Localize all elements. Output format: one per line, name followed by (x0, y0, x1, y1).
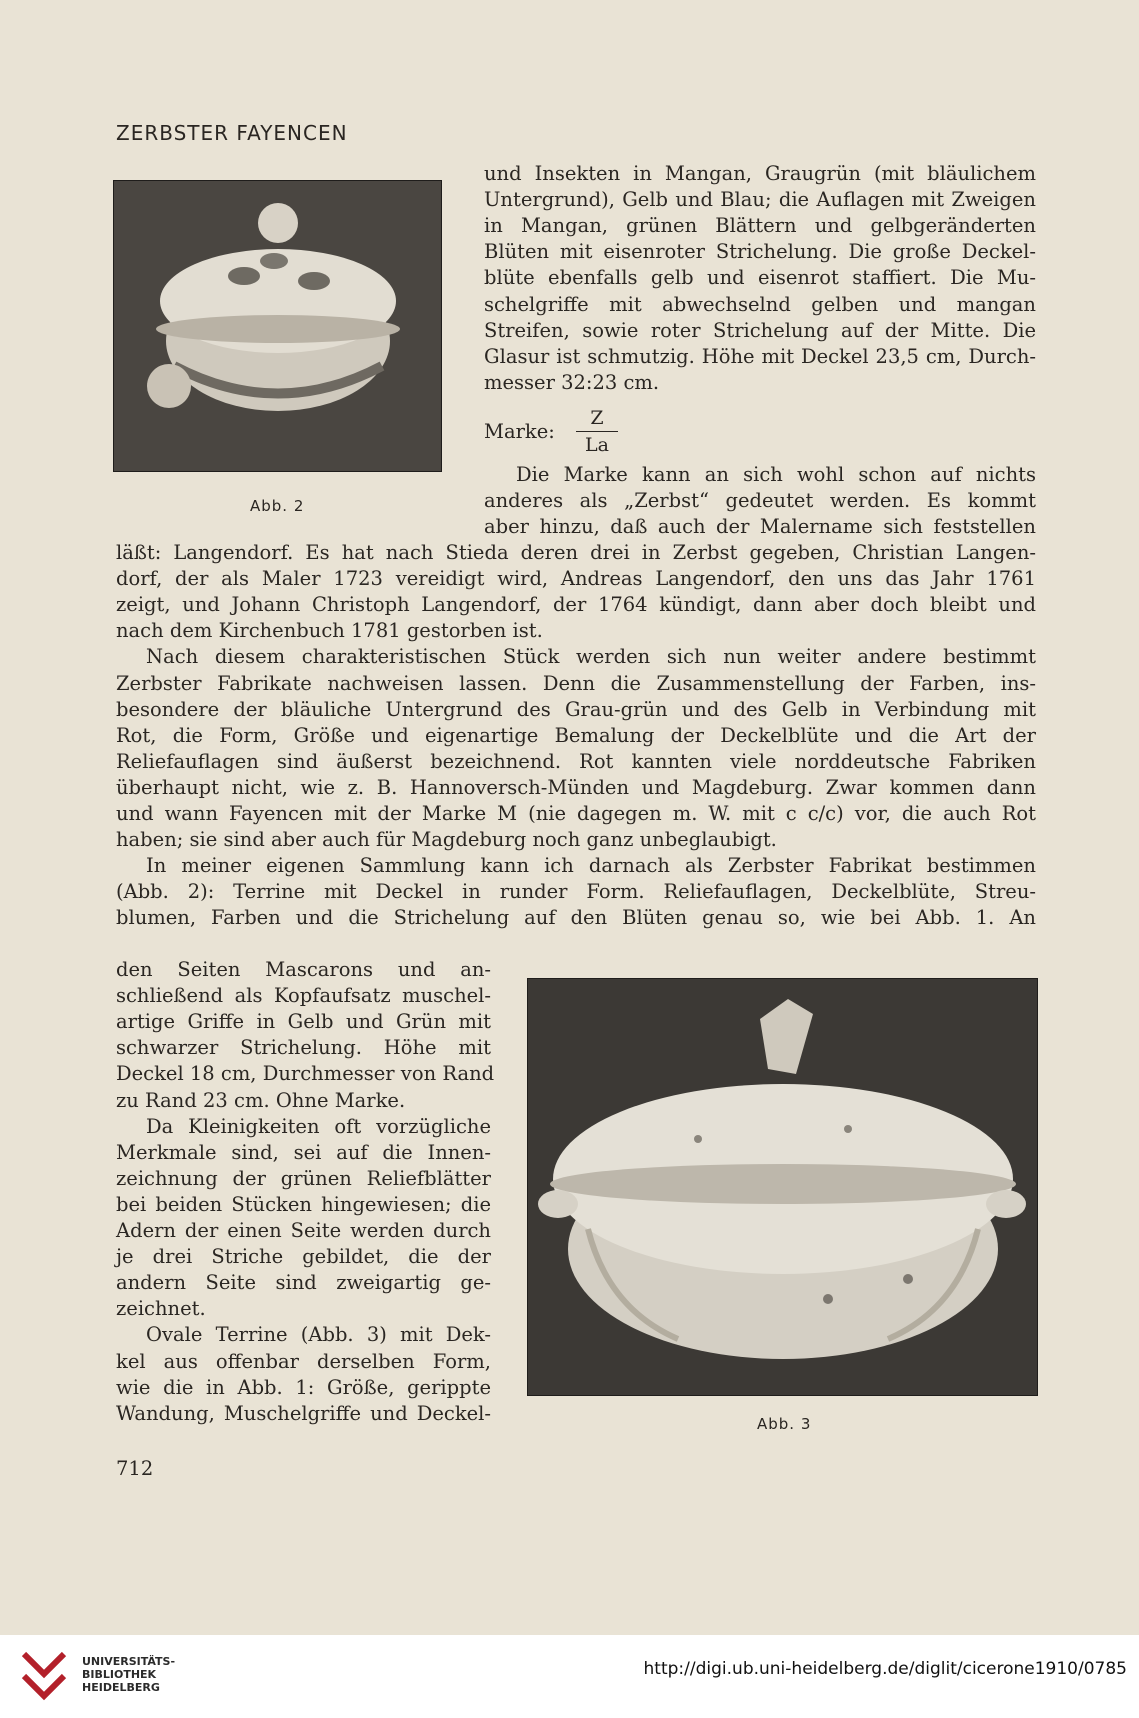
text-line: haben; sie sind aber auch für Magdeburg noch ganz unbeglaubigt. (116, 828, 777, 852)
text-line: bei beiden Stücken hingewiesen; die (116, 1192, 491, 1216)
text-line: andern Seite sind zweigartig ge- (116, 1271, 491, 1295)
institution-name: UNIVERSITÄTS- BIBLIOTHEK HEIDELBERG (82, 1655, 176, 1694)
text-line: Deckel 18 cm, Durchmesser von Rand (116, 1062, 495, 1086)
text-line: anderes als „Zerbst“ gedeutet werden. Es kommt (484, 489, 1036, 513)
text-line: Die Marke kann an sich wohl schon auf nichts (516, 463, 1036, 486)
text-line: zeigt, und Johann Christoph Langendorf, der 1764 kündigt, dann aber doch bleibt und (116, 593, 1036, 617)
text-line: den Seiten Mascarons und an- (116, 958, 491, 981)
text-line: Zerbster Fabrikate nachweisen lassen. Denn die Zusammenstellung der Farben, ins- (116, 671, 1036, 695)
text-line: In meiner eigenen Sammlung kann ich darnach als Zerbster Fabrikat bestimmen (146, 854, 1036, 878)
text-line: Da Kleinigkeiten oft vorzügliche (146, 1114, 491, 1138)
page-number: 712 (116, 1457, 154, 1480)
text-line: zeichnet. (116, 1297, 206, 1321)
text-line: blüte ebenfalls gelb und eisenrot staffiert. Die Mu- (484, 266, 1036, 290)
text-line: schelgriffe mit abwechselnd gelben und mangan (484, 292, 1036, 316)
text-line: zeichnung der grünen Reliefblätter (116, 1166, 491, 1190)
library-footer (0, 1635, 1139, 1718)
text-line: Nach diesem charakteristischen Stück werden sich nun weiter andere bestimmt (146, 645, 1036, 669)
figure-2-photo (113, 180, 442, 472)
oval-tureen-image (528, 979, 1037, 1395)
text-line: messer 32:23 cm. (484, 370, 660, 394)
text-line: schwarzer Strichelung. Höhe mit (116, 1036, 491, 1060)
figure-2-caption: Abb. 2 (250, 497, 305, 515)
running-head: ZERBSTER FAYENCEN (116, 121, 348, 145)
text-line: (Abb. 2): Terrine mit Deckel in runder Form. Reliefauflagen, Deckelblüte, Streu- (116, 880, 1036, 904)
round-tureen-image (114, 181, 441, 471)
text-line: Streifen, sowie roter Strichelung auf der Mitte. Die (484, 318, 1036, 342)
text-line: je drei Striche gebildet, die der (116, 1245, 491, 1269)
text-line: Merkmale sind, sei auf die Innen- (116, 1140, 491, 1164)
university-library-logo (18, 1648, 70, 1704)
source-url-link[interactable]: http://digi.ub.uni-heidelberg.de/diglit/cicerone1910/0785 (643, 1659, 1127, 1679)
text-line: kel aus offenbar derselben Form, (116, 1349, 491, 1373)
text-line: Untergrund), Gelb und Blau; die Auflagen mit Zweigen (484, 188, 1036, 212)
text-line: Blüten mit eisenroter Strichelung. Die große Deckel- (484, 240, 1036, 264)
text-line: nach dem Kirchenbuch 1781 gestorben ist. (116, 619, 543, 643)
text-line: und Insekten in Mangan, Graugrün (mit bläulichem (484, 162, 1036, 185)
text-line: Ovale Terrine (Abb. 3) mit Dek- (146, 1323, 491, 1347)
text-line: dorf, der als Maler 1723 vereidigt wird, Andreas Langendorf, den uns das Jahr 1761 (116, 567, 1036, 591)
text-line: aber hinzu, daß auch der Malername sich feststellen (484, 515, 1036, 539)
figure-3-photo (527, 978, 1038, 1396)
text-line: blumen, Farben und die Strichelung auf den Blüten genau so, wie bei Abb. 1. An (116, 906, 1036, 930)
text-line: Wandung, Muschelgriffe und Deckel- (116, 1401, 491, 1425)
text-line: überhaupt nicht, wie z. B. Hannoversch-Münden und Magdeburg. Zwar kommen dann (116, 775, 1036, 799)
text-line: in Mangan, grünen Blättern und gelbgeränderten (484, 214, 1036, 238)
text-line: zu Rand 23 cm. Ohne Marke. (116, 1088, 406, 1112)
text-line: besondere der bläuliche Untergrund des Grau-grün und des Gelb in Verbindung mit (116, 697, 1036, 721)
text-line: Rot, die Form, Größe und eigenartige Bemalung der Deckelblüte und die Art der (116, 723, 1036, 747)
text-line: Reliefauflagen sind äußerst bezeichnend. Rot kannten viele norddeutsche Fabriken (116, 749, 1036, 773)
text-line: wie die in Abb. 1: Größe, gerippte (116, 1375, 491, 1399)
text-line: Adern der einen Seite werden durch (116, 1219, 491, 1242)
text-line: artige Griffe in Gelb und Grün mit (116, 1010, 491, 1034)
text-line: läßt: Langendorf. Es hat nach Stieda deren drei in Zerbst gegeben, Christian Langen- (116, 541, 1036, 564)
mark-numerator: Z (590, 407, 604, 429)
text-line: Glasur ist schmutzig. Höhe mit Deckel 23,5 cm, Durch- (484, 344, 1036, 368)
text-line: schließend als Kopfaufsatz muschel- (116, 984, 491, 1008)
text-line: und wann Fayencen mit der Marke M (nie dagegen m. W. mit c c/c) vor, die auch Rot (116, 802, 1036, 825)
mark-fraction (576, 407, 618, 456)
mark-label: Marke: (484, 420, 555, 443)
mark-denominator: La (585, 434, 609, 456)
figure-3-caption: Abb. 3 (757, 1415, 812, 1433)
